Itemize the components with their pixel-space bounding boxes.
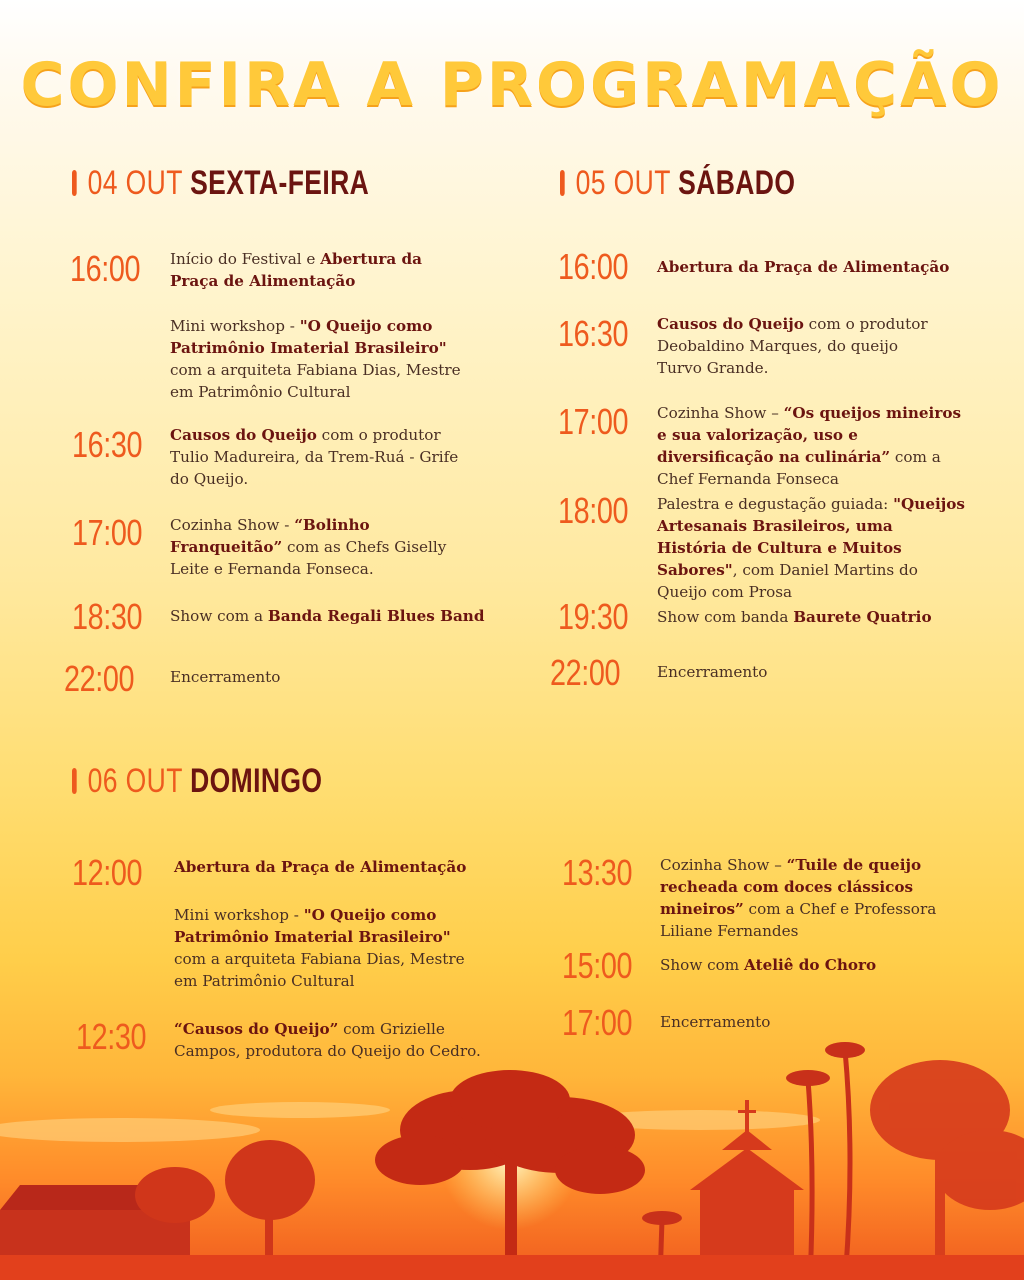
desc-highlight: "Queijos Artesanais Brasileiros, uma História de Cultura e Muitos Sabores" <box>657 495 965 579</box>
schedule-time: 17:00 <box>562 1002 633 1043</box>
schedule-description <box>660 1011 960 1033</box>
desc-highlight: Baurete Quatrio <box>793 608 932 626</box>
desc-highlight: “Os queijos mineiros e sua valorização, uso e diversificação na culinária” <box>657 404 962 466</box>
schedule-time: 16:00 <box>70 248 141 289</box>
schedule-description <box>170 315 470 403</box>
desc-text: Show com banda <box>657 608 794 626</box>
header-bar <box>560 170 565 196</box>
desc-text: com a Chef e Professora Liliane Fernandes <box>660 900 937 940</box>
desc-highlight: "O Queijo como Patrimônio Imaterial Brasileiro" <box>174 906 451 946</box>
schedule-description <box>660 854 990 942</box>
schedule-time: 22:00 <box>550 652 621 693</box>
desc-text: Cozinha Show – <box>660 856 787 874</box>
day-name: SEXTA-FEIRA <box>190 164 370 202</box>
desc-text: Show com <box>660 956 745 974</box>
schedule-description <box>657 661 957 683</box>
schedule-description <box>174 856 494 878</box>
desc-highlight: Ateliê do Choro <box>744 956 877 974</box>
schedule-time: 22:00 <box>64 658 135 699</box>
schedule-time: 13:30 <box>562 852 633 893</box>
schedule-description <box>174 904 474 992</box>
schedule-time: 18:30 <box>72 596 143 637</box>
day-date: 04 OUT <box>87 164 183 202</box>
schedule-description <box>170 424 470 490</box>
desc-text: com a Chef Fernanda Fonseca <box>657 448 941 488</box>
day-header-sunday <box>72 762 322 801</box>
schedule-description <box>657 402 967 490</box>
schedule-time: 12:00 <box>72 852 143 893</box>
header-bar <box>72 768 77 794</box>
schedule-description <box>660 954 980 976</box>
schedule-time: 17:00 <box>558 401 629 442</box>
desc-text: com a arquiteta Fabiana Dias, Mestre em Patrimônio Cultural <box>174 950 465 990</box>
day-name: DOMINGO <box>190 762 323 800</box>
day-date: 05 OUT <box>575 164 671 202</box>
desc-highlight: Causos do Queijo <box>170 426 317 444</box>
schedule-time: 16:30 <box>558 313 629 354</box>
desc-text: com o produtor Deobaldino Marques, do queijo Turvo Grande. <box>657 315 928 377</box>
desc-text: Palestra e degustação guiada: <box>657 495 894 513</box>
desc-highlight: Abertura da Praça de Alimentação <box>657 258 950 276</box>
day-header-saturday <box>560 164 795 203</box>
desc-highlight: Causos do Queijo <box>657 315 804 333</box>
desc-text: , com Daniel Martins do Queijo com Prosa <box>657 561 918 601</box>
desc-text: Cozinha Show – <box>657 404 784 422</box>
day-date: 06 OUT <box>87 762 183 800</box>
desc-highlight: "O Queijo como Patrimônio Imaterial Brasileiro" <box>170 317 447 357</box>
tree-right <box>870 1060 1024 1280</box>
schedule-description <box>657 256 977 278</box>
desc-text: Início do Festival e <box>170 250 321 268</box>
desc-text: Mini workshop - <box>174 906 304 924</box>
desc-text: Encerramento <box>660 1013 771 1031</box>
day-header-friday <box>72 164 369 203</box>
desc-text: Cozinha Show - <box>170 516 295 534</box>
header-bar <box>72 170 77 196</box>
schedule-time: 12:30 <box>76 1016 147 1057</box>
desc-highlight: “Causos do Queijo” <box>174 1020 339 1038</box>
schedule-description <box>170 666 470 688</box>
schedule-description <box>170 248 470 292</box>
schedule-time: 16:30 <box>72 424 143 465</box>
schedule-time: 18:00 <box>558 490 629 531</box>
desc-text: Encerramento <box>170 668 281 686</box>
schedule-time: 19:30 <box>558 596 629 637</box>
desc-text: Show com a <box>170 607 268 625</box>
desc-text: com as Chefs Giselly Leite e Fernanda Fonseca. <box>170 538 447 578</box>
desc-text: com Grizielle Campos, produtora do Queijo do Cedro. <box>174 1020 481 1060</box>
schedule-time: 17:00 <box>72 512 143 553</box>
desc-highlight: Abertura da Praça de Alimentação <box>174 858 467 876</box>
ground <box>0 1255 1024 1280</box>
page-title: CONFIRA A PROGRAMAÇÃO <box>20 50 1004 120</box>
desc-highlight: Banda Regali Blues Band <box>267 607 485 625</box>
schedule-time: 15:00 <box>562 945 633 986</box>
day-name: SÁBADO <box>678 164 796 202</box>
desc-text: com o produtor Tulio Madureira, da Trem-Ruá - Grife do Queijo. <box>170 426 459 488</box>
schedule-description <box>170 514 470 580</box>
desc-text: Encerramento <box>657 663 768 681</box>
schedule-description <box>657 606 977 628</box>
schedule-description <box>170 605 490 627</box>
desc-text: com a arquiteta Fabiana Dias, Mestre em Patrimônio Cultural <box>170 361 461 401</box>
schedule-description <box>657 493 967 603</box>
desc-highlight: “Tuile de queijo recheada com doces clássicos mineiros” <box>660 856 922 918</box>
tree-center <box>375 1070 645 1280</box>
schedule-time: 16:00 <box>558 246 629 287</box>
desc-highlight: “Bolinho Franqueitão” <box>170 516 370 556</box>
desc-highlight: Abertura da Praça de Alimentação <box>170 250 422 290</box>
desc-text: Mini workshop - <box>170 317 300 335</box>
sunset-silhouette <box>0 1040 1024 1280</box>
schedule-description <box>657 313 947 379</box>
